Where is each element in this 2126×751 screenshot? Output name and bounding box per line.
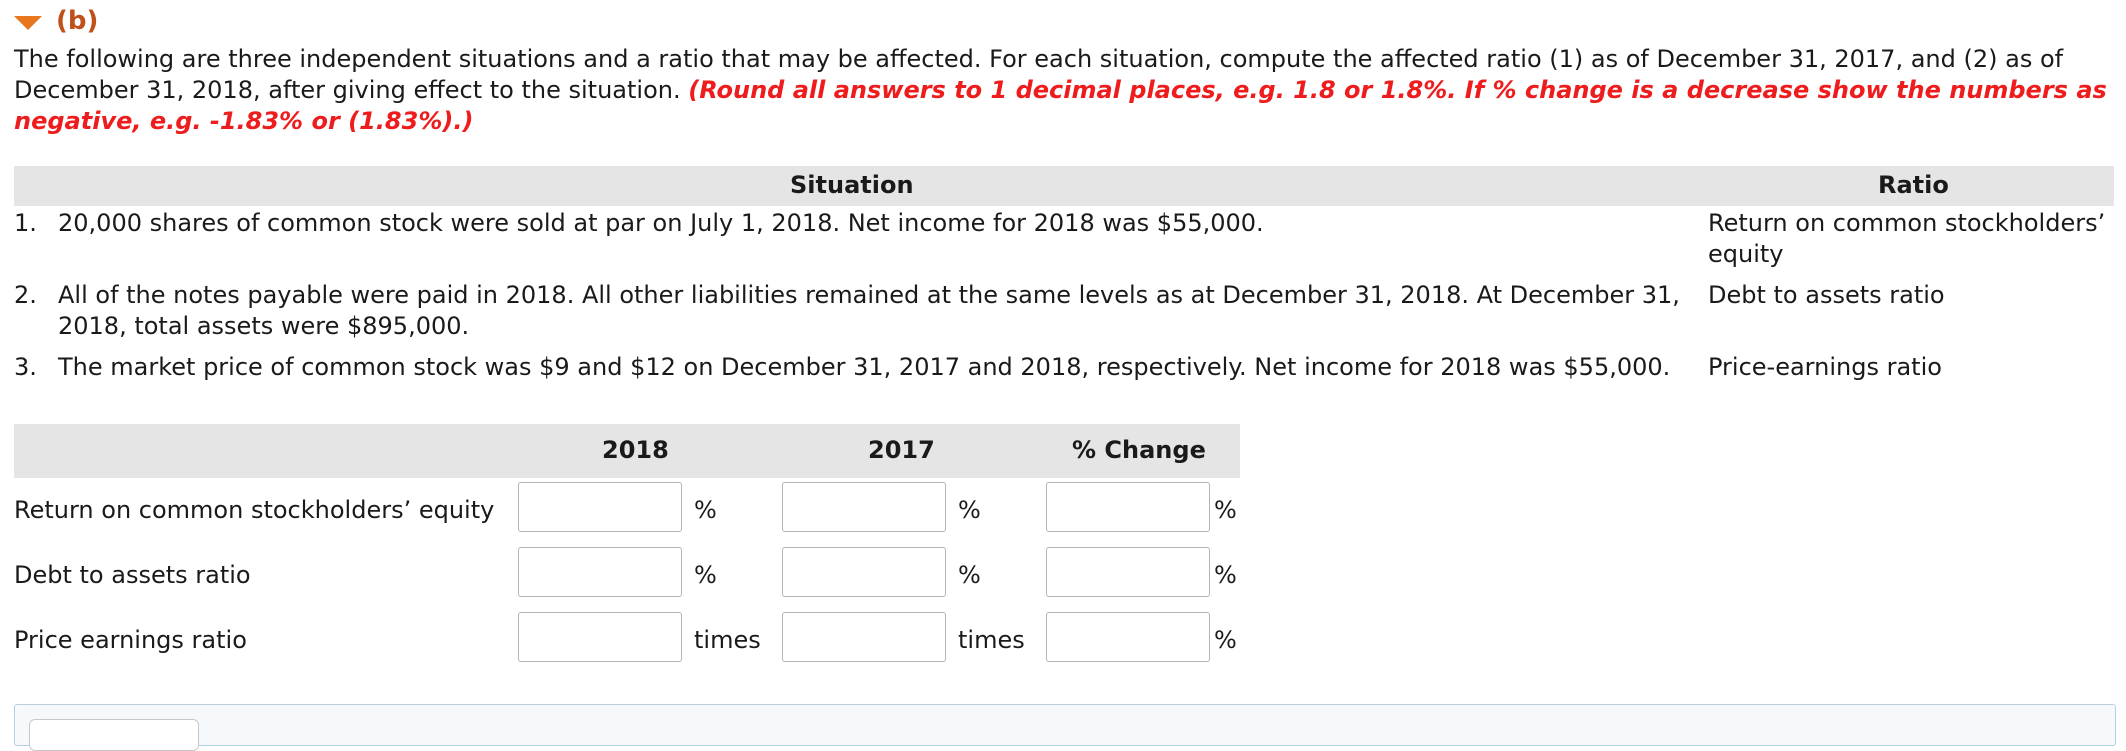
- situation-ratio: Debt to assets ratio: [1708, 281, 1945, 309]
- answer-row-debt: [14, 547, 1244, 607]
- header-2017: 2017: [868, 436, 935, 464]
- answer-row-pe: [14, 612, 1244, 672]
- section-header[interactable]: [14, 6, 98, 36]
- ratio-header: Ratio: [1878, 171, 1949, 199]
- unit-label: %: [1214, 626, 1237, 654]
- situation-table-header: [14, 166, 2114, 206]
- unit-label: %: [1214, 496, 1237, 524]
- unit-label: %: [958, 561, 981, 589]
- answer-row-roe: [14, 482, 1244, 542]
- unit-label: %: [694, 561, 717, 589]
- situation-number: 3.: [14, 353, 37, 381]
- unit-label: %: [694, 496, 717, 524]
- row-label: Price earnings ratio: [14, 626, 247, 654]
- debt-2017-input[interactable]: [782, 547, 946, 597]
- pe-change-input[interactable]: [1046, 612, 1210, 662]
- pe-2017-input[interactable]: [782, 612, 946, 662]
- header-change: % Change: [1072, 436, 1206, 464]
- situation-ratio: Price-earnings ratio: [1708, 353, 1942, 381]
- instructions-text: The following are three independent situations and a ratio that may be affected. For each situation, compute the affected ratio (1) as of December 31, 2017, and (2) as of December 31, 2018, after giving effect to the situation.: [14, 45, 2064, 104]
- debt-2018-input[interactable]: [518, 547, 682, 597]
- situation-text: All of the notes payable were paid in 2018. All other liabilities remained at the same levels as at December 31, 2018. At December 31, 2018, total assets were $895,000.: [58, 281, 1680, 340]
- roe-2017-input[interactable]: [782, 482, 946, 532]
- collapse-triangle-icon[interactable]: [14, 16, 42, 30]
- situation-number: 2.: [14, 281, 37, 309]
- roe-2018-input[interactable]: [518, 482, 682, 532]
- situation-ratio: Return on common stockholders’ equity: [1708, 209, 2106, 268]
- rounding-note: (Round all answers to 1 decimal places, e.g. 1.8 or 1.8%. If % change is a decrease show the numbers as negative, e.g. -1.83% or (1.83%).): [14, 76, 2107, 135]
- row-label: Return on common stockholders’ equity: [14, 496, 495, 524]
- pe-2018-input[interactable]: [518, 612, 682, 662]
- instructions: [14, 44, 2114, 137]
- header-2018: 2018: [602, 436, 669, 464]
- bottom-panel: [14, 704, 2116, 746]
- unit-label: %: [1214, 561, 1237, 589]
- situation-number: 1.: [14, 209, 37, 237]
- section-label: (b): [56, 6, 99, 36]
- situation-header: Situation: [790, 171, 914, 199]
- situation-text: The market price of common stock was $9 and $12 on December 31, 2017 and 2018, respectively. Net income for 2018 was $55,000.: [58, 353, 1671, 381]
- situation-text: 20,000 shares of common stock were sold at par on July 1, 2018. Net income for 2018 was $55,000.: [58, 209, 1264, 237]
- answer-table-header: [14, 424, 1240, 478]
- unit-label: times: [694, 626, 761, 654]
- roe-change-input[interactable]: [1046, 482, 1210, 532]
- row-label: Debt to assets ratio: [14, 561, 251, 589]
- unit-label: times: [958, 626, 1025, 654]
- debt-change-input[interactable]: [1046, 547, 1210, 597]
- unit-label: %: [958, 496, 981, 524]
